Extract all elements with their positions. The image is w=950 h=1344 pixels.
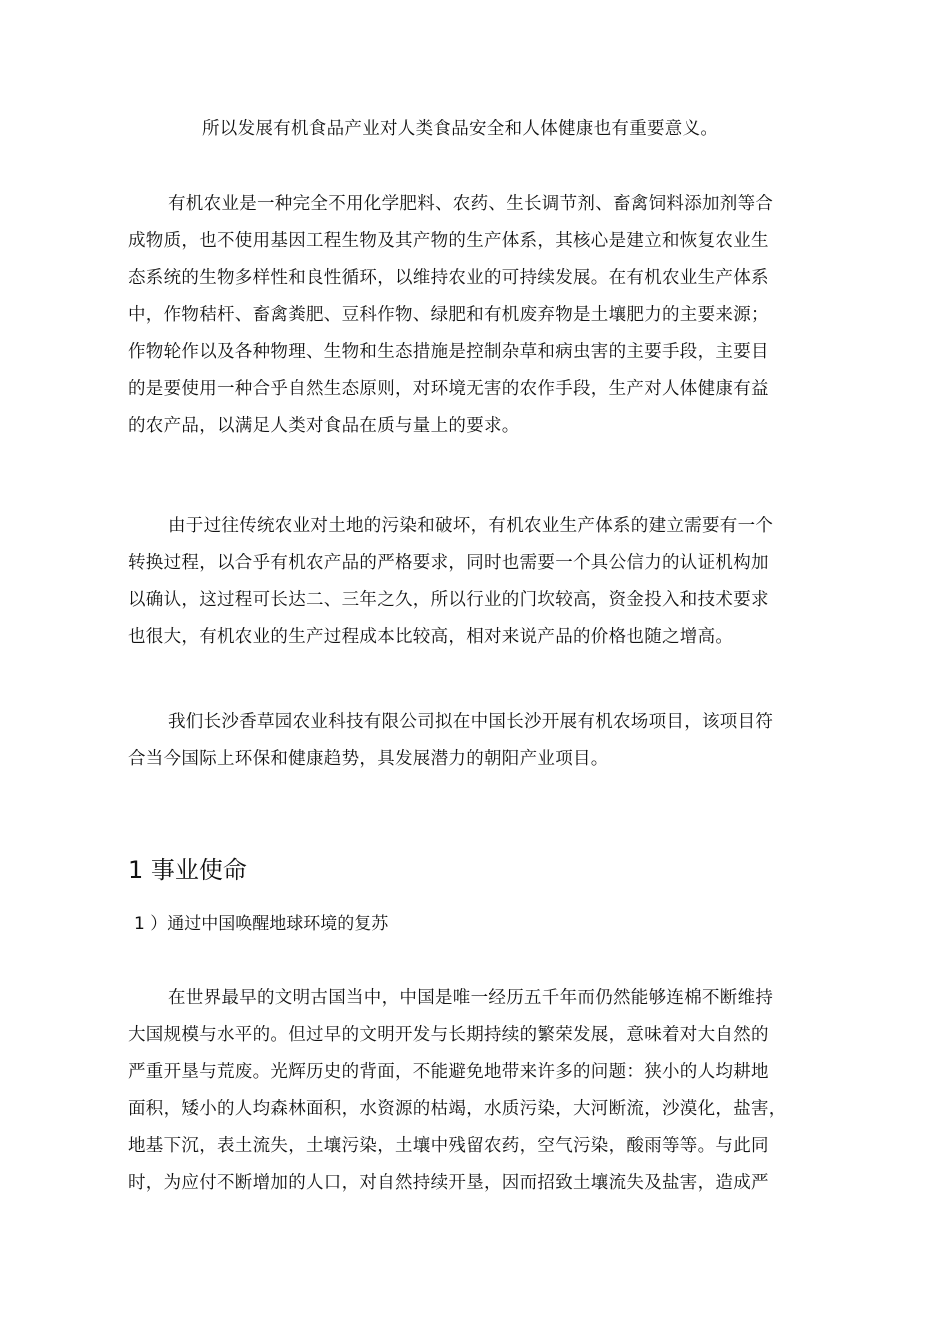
- paragraph-1-line-4: 中，作物秸杆、畜禽粪肥、豆科作物、绿肥和有机废弃物是土壤肥力的主要来源；: [128, 305, 769, 325]
- section-1-line-3: 严重开垦与荒废。光辉历史的背面，不能避免地带来许多的问题：狭小的人均耕地: [128, 1062, 769, 1082]
- paragraph-1-line-1: 有机农业是一种完全不用化学肥料、农药、生长调节剂、畜禽饲料添加剂等合: [168, 194, 774, 214]
- section-1-line-5: 地基下沉，表土流失，土壤污染，土壤中残留农药，空气污染，酸雨等等。与此同: [128, 1136, 769, 1156]
- intro-line: 所以发展有机食品产业对人类食品安全和人体健康也有重要意义。: [202, 119, 719, 139]
- section-1-line-6: 时，为应付不断增加的人口，对自然持续开垦，因而招致土壤流失及盐害，造成严: [128, 1173, 769, 1193]
- section-heading: 1 事业使命: [128, 856, 247, 884]
- paragraph-1-line-3: 态系统的生物多样性和良性循环，以维持农业的可持续发展。在有机农业生产体系: [128, 268, 769, 288]
- paragraph-1-line-7: 的农产品，以满足人类对食品在质与量上的要求。: [128, 416, 520, 436]
- paragraph-2-line-3: 以确认，这过程可长达二、三年之久，所以行业的门坎较高，资金投入和技术要求: [128, 590, 769, 610]
- paragraph-3-line-1: 我们长沙香草园农业科技有限公司拟在中国长沙开展有机农场项目，该项目符: [168, 712, 774, 732]
- paragraph-2-line-4: 也很大，有机农业的生产过程成本比较高，相对来说产品的价格也随之增高。: [128, 627, 734, 647]
- paragraph-3-line-2: 合当今国际上环保和健康趋势，具发展潜力的朝阳产业项目。: [128, 749, 609, 769]
- section-1-line-4: 面积，矮小的人均森林面积，水资源的枯竭，水质污染，大河断流，沙漠化，盐害，: [128, 1099, 787, 1119]
- paragraph-1-line-2: 成物质，也不使用基因工程生物及其产物的生产体系，其核心是建立和恢复农业生: [128, 231, 769, 251]
- paragraph-1-line-6: 的是要使用一种合乎自然生态原则，对环境无害的农作手段，生产对人体健康有益: [128, 379, 769, 399]
- section-1-line-2: 大国规模与水平的。但过早的文明开发与长期持续的繁荣发展，意味着对大自然的: [128, 1025, 769, 1045]
- paragraph-1-line-5: 作物轮作以及各种物理、生物和生态措施是控制杂草和病虫害的主要手段，主要目: [128, 342, 769, 362]
- paragraph-2-line-2: 转换过程，以合乎有机农产品的严格要求，同时也需要一个具公信力的认证机构加: [128, 553, 769, 573]
- paragraph-2-line-1: 由于过往传统农业对土地的污染和破坏，有机农业生产体系的建立需要有一个: [168, 516, 774, 536]
- section-subheading: 1 ）通过中国唤醒地球环境的复苏: [134, 914, 389, 934]
- section-1-line-1: 在世界最早的文明古国当中，中国是唯一经历五千年而仍然能够连棉不断维持: [168, 988, 774, 1008]
